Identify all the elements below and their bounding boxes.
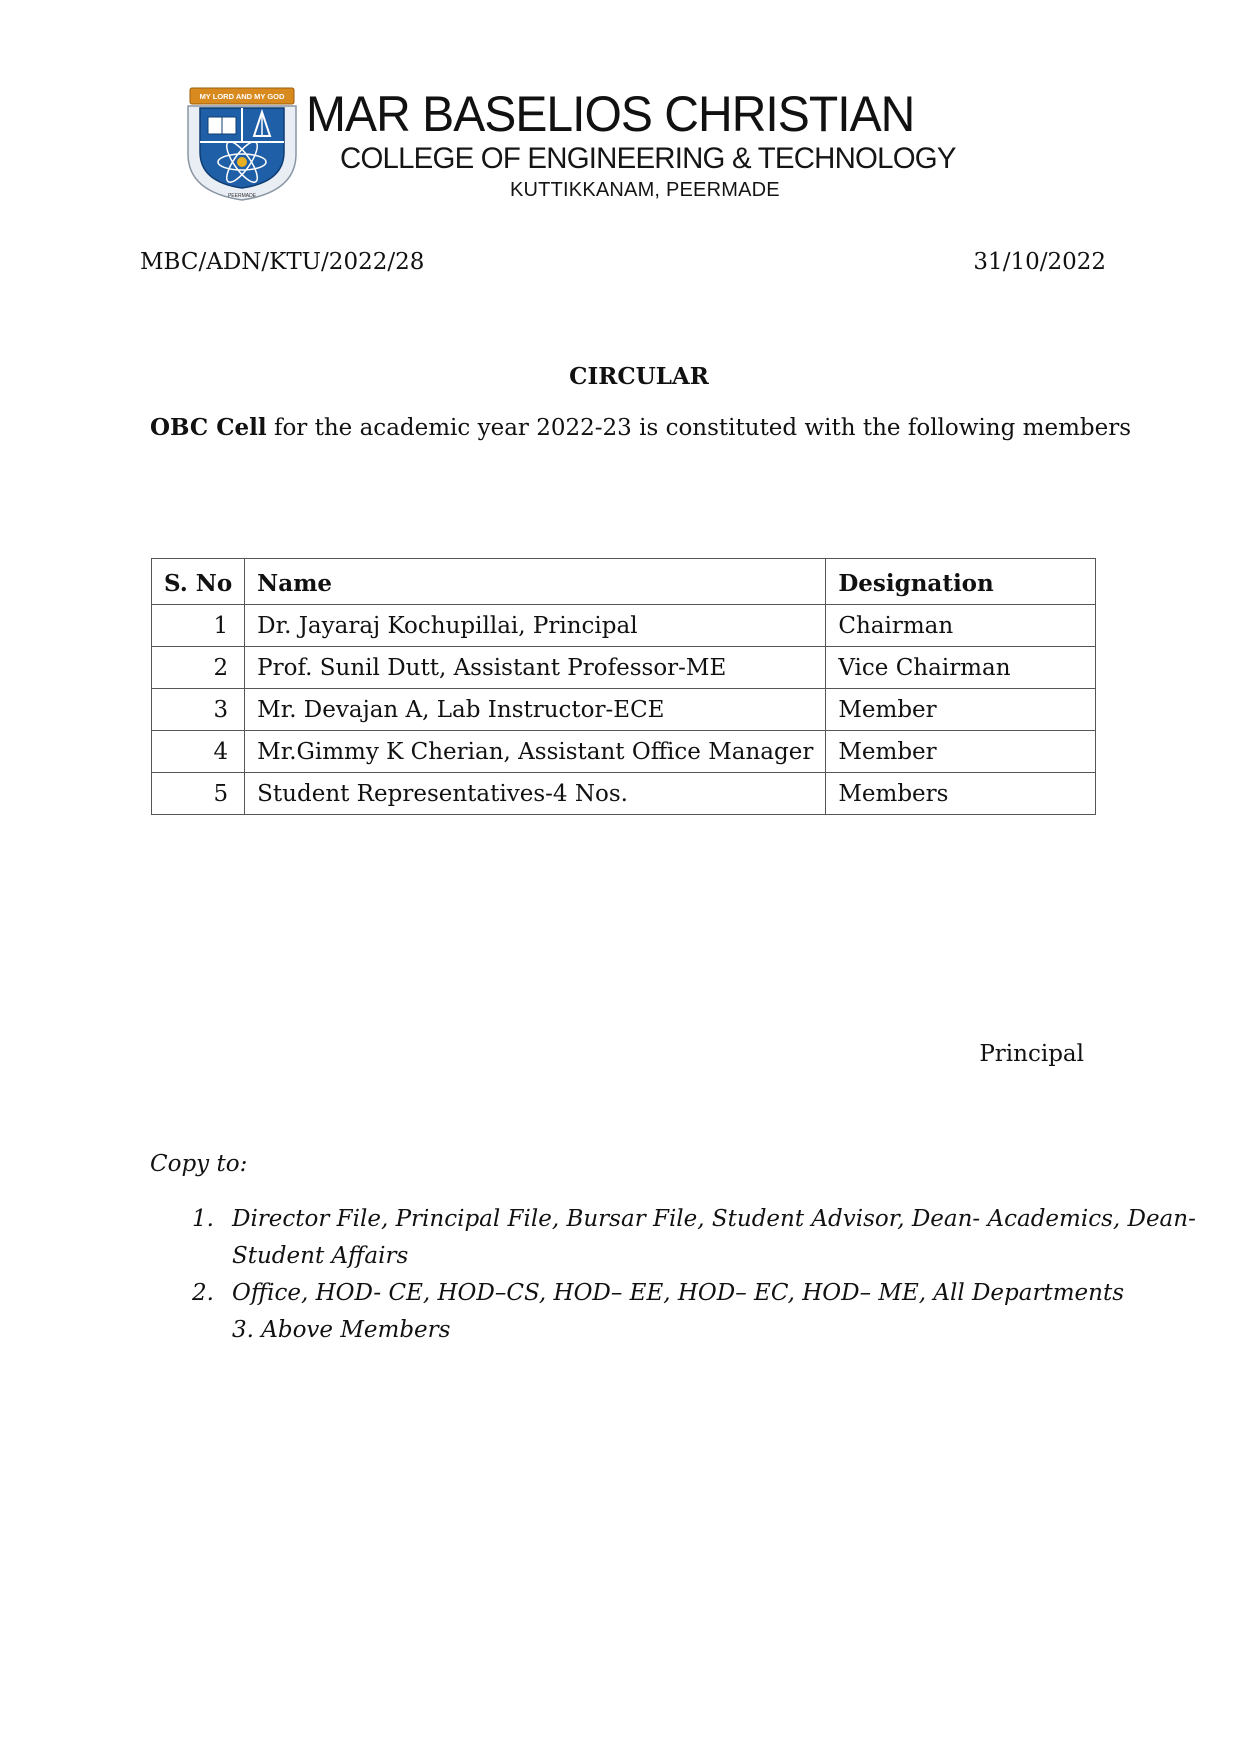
- row-designation: Member: [826, 689, 1096, 731]
- row-sno: 1: [152, 605, 245, 647]
- list-item-line: Student Affairs: [232, 1243, 409, 1269]
- row-name: Prof. Sunil Dutt, Assistant Professor-ME: [245, 647, 826, 689]
- intro-text: for the academic year 2022-23 is constituted with the following members: [266, 415, 1132, 441]
- row-sno: 2: [152, 647, 245, 689]
- list-item-line: Office, HOD- CE, HOD–CS, HOD– EE, HOD– EC, HOD– ME, All Departments: [232, 1280, 1124, 1306]
- row-designation: Members: [826, 773, 1096, 815]
- row-designation: Vice Chairman: [826, 647, 1096, 689]
- document-title: CIRCULAR: [569, 363, 709, 390]
- list-item-number: 1.: [192, 1206, 214, 1232]
- table-row: [152, 731, 1096, 773]
- college-subtitle: COLLEGE OF ENGINEERING & TECHNOLOGY: [340, 142, 956, 175]
- list-item: [192, 1275, 1124, 1349]
- table-row: [152, 773, 1096, 815]
- list-item: [192, 1201, 1196, 1275]
- circular-date: 31/10/2022: [973, 249, 1106, 275]
- header-sno: S. No: [152, 559, 245, 605]
- row-name: Mr. Devajan A, Lab Instructor-ECE: [245, 689, 826, 731]
- list-item-number: 2.: [192, 1280, 214, 1306]
- college-location: KUTTIKKANAM, PEERMADE: [510, 179, 780, 201]
- letterhead: [180, 84, 1020, 204]
- list-item-line: 3. Above Members: [232, 1317, 451, 1343]
- crest-banner-text: MY LORD AND MY GOD: [199, 92, 285, 101]
- college-crest-logo: [180, 84, 305, 202]
- intro-paragraph: [150, 414, 1131, 442]
- row-designation: Chairman: [826, 605, 1096, 647]
- copy-to-list: [192, 1201, 1196, 1349]
- row-sno: 4: [152, 731, 245, 773]
- reference-number: MBC/ADN/KTU/2022/28: [140, 249, 425, 275]
- row-sno: 3: [152, 689, 245, 731]
- table-row: [152, 605, 1096, 647]
- table-header-row: [152, 559, 1096, 605]
- copy-to-heading: Copy to:: [150, 1151, 248, 1177]
- signatory-principal: Principal: [979, 1041, 1084, 1067]
- intro-bold-text: OBC Cell: [150, 414, 267, 441]
- row-name: Mr.Gimmy K Cherian, Assistant Office Manager: [245, 731, 826, 773]
- table-row: [152, 647, 1096, 689]
- row-name: Dr. Jayaraj Kochupillai, Principal: [245, 605, 826, 647]
- crest-place-text: PEERMADE: [227, 193, 257, 199]
- row-designation: Member: [826, 731, 1096, 773]
- list-item-line: Director File, Principal File, Bursar File, Student Advisor, Dean- Academics, Dean-: [232, 1206, 1196, 1232]
- row-name: Student Representatives-4 Nos.: [245, 773, 826, 815]
- table-row: [152, 689, 1096, 731]
- header-designation: Designation: [826, 559, 1096, 605]
- members-table: [151, 558, 1096, 815]
- college-name: MAR BASELIOS CHRISTIAN: [306, 86, 915, 142]
- row-sno: 5: [152, 773, 245, 815]
- header-name: Name: [245, 559, 826, 605]
